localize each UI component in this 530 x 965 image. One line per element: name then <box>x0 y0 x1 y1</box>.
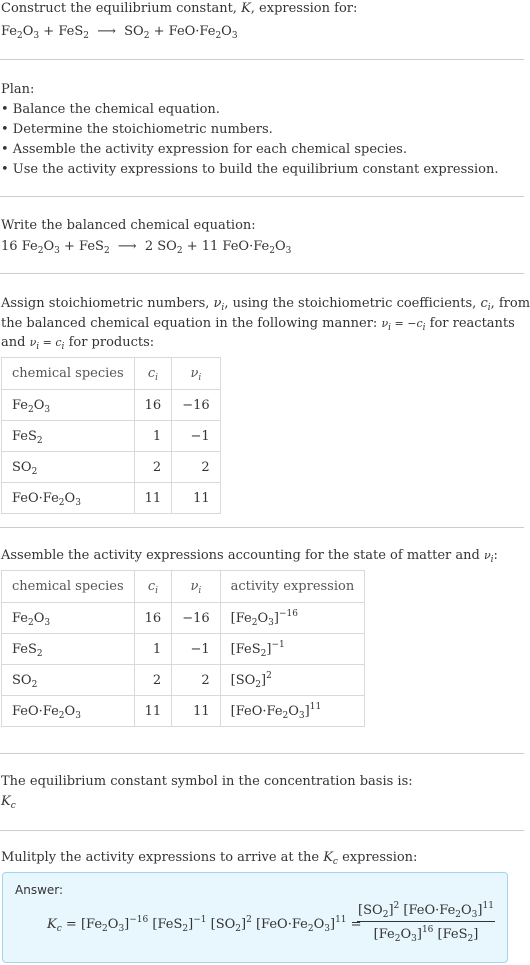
c-cell: 1 <box>134 634 172 665</box>
fraction-numerator: $[SO_2]^2$ $[FeO\cdot Fe_2O_3]^{11}$ <box>358 901 494 920</box>
species-cell: $Fe_2O_3$ <box>2 603 135 634</box>
table-row <box>2 483 221 514</box>
table-header-row <box>2 571 365 603</box>
table-row <box>2 696 365 727</box>
stoich-text-3: and $\nu_i = c_i$ for products: <box>1 335 155 352</box>
nu-cell: 11 <box>172 696 220 727</box>
kc-symbol: $K_c$ <box>1 794 16 811</box>
column-header: $\nu_i$ <box>172 358 220 390</box>
species-cell: $FeO\cdot Fe_2O_3$ <box>2 483 135 514</box>
divider <box>0 59 524 60</box>
plan-step: • Assemble the activity expression for each chemical species. <box>1 142 407 157</box>
c-cell: 16 <box>134 390 172 421</box>
table-row <box>2 603 365 634</box>
divider <box>0 753 524 754</box>
c-cell: 1 <box>134 421 172 452</box>
plan-step: • Determine the stoichiometric numbers. <box>1 122 273 137</box>
intro-text: Construct the equilibrium constant, K, expression for: <box>1 1 358 16</box>
divider <box>0 527 524 528</box>
activity-table <box>1 570 365 727</box>
column-header: $c_i$ <box>134 358 172 390</box>
column-header: activity expression <box>220 571 365 603</box>
stoich-text-1: Assign stoichiometric numbers, $\nu_i$, using the stoichiometric coefficients, $c_i$, from <box>1 296 530 313</box>
species-cell: $Fe_2O_3$ <box>2 390 135 421</box>
kc-expression: $K_c = [Fe_2O_3]^{-16}$ $[FeS_2]^{-1}$ $[SO_2]^2$ $[FeO\cdot Fe_2O_3]^{11}$ = <box>47 915 366 934</box>
answer-label: Answer: <box>15 883 64 897</box>
species-cell: $SO_2$ <box>2 452 135 483</box>
table-row <box>2 665 365 696</box>
column-header: $\nu_i$ <box>172 571 220 603</box>
divider <box>0 273 524 274</box>
symbol-text: The equilibrium constant symbol in the concentration basis is: <box>1 774 413 789</box>
nu-cell: 2 <box>172 665 220 696</box>
nu-cell: −1 <box>172 634 220 665</box>
c-cell: 11 <box>134 696 172 727</box>
species-cell: $FeO\cdot Fe_2O_3$ <box>2 696 135 727</box>
table-row <box>2 390 221 421</box>
species-cell: FeS$_2$ <box>2 634 135 665</box>
kc-fraction <box>357 903 495 942</box>
activity-cell: $[FeO\cdot Fe_2O_3]^{11}$ <box>220 696 365 727</box>
column-header: chemical species <box>2 358 135 390</box>
answer-box <box>2 872 508 963</box>
divider <box>0 830 524 831</box>
nu-cell: 2 <box>172 452 220 483</box>
nu-cell: 11 <box>172 483 220 514</box>
activity-text: Assemble the activity expressions accounting for the state of matter and $\nu_i$: <box>1 548 498 565</box>
divider <box>0 196 524 197</box>
activity-cell: $[FeS_2]^{-1}$ <box>220 634 365 665</box>
c-cell: 11 <box>134 483 172 514</box>
table-row <box>2 634 365 665</box>
nu-cell: −1 <box>172 421 220 452</box>
c-cell: 2 <box>134 665 172 696</box>
plan-step: • Balance the chemical equation. <box>1 102 220 117</box>
column-header: $c_i$ <box>134 571 172 603</box>
column-header: chemical species <box>2 571 135 603</box>
table-row <box>2 452 221 483</box>
stoich-text-2: the balanced chemical equation in the following manner: $\nu_i = -c_i$ for reactants <box>1 316 515 333</box>
table-header-row <box>2 358 221 390</box>
balanced-reaction: 16 $Fe_2O_3 + FeS_2$ ⟶ 2 $SO_2 + 11$ $FeO\cdot Fe_2O_3$ <box>1 239 292 256</box>
stoich-table <box>1 357 221 514</box>
multiply-text: Mulitply the activity expressions to arrive at the $K_c$ expression: <box>1 850 418 867</box>
species-cell: FeS$_2$ <box>2 421 135 452</box>
nu-cell: −16 <box>172 390 220 421</box>
species-cell: $SO_2$ <box>2 665 135 696</box>
unbalanced-reaction: $Fe_2O_3 + FeS_2$ ⟶ $SO_2 + FeO\cdot Fe_2O_3$ <box>1 24 238 41</box>
c-cell: 16 <box>134 603 172 634</box>
plan-title: Plan: <box>1 82 35 97</box>
nu-cell: −16 <box>172 603 220 634</box>
c-cell: 2 <box>134 452 172 483</box>
activity-cell: $[SO_2]^2$ <box>220 665 365 696</box>
balanced-title: Write the balanced chemical equation: <box>1 218 256 233</box>
plan-step: • Use the activity expressions to build the equilibrium constant expression. <box>1 162 499 177</box>
fraction-denominator: $[Fe_2O_3]^{16}$ [FeS$_2$] <box>373 925 479 944</box>
activity-cell: $[Fe_2O_3]^{-16}$ <box>220 603 365 634</box>
table-row <box>2 421 221 452</box>
